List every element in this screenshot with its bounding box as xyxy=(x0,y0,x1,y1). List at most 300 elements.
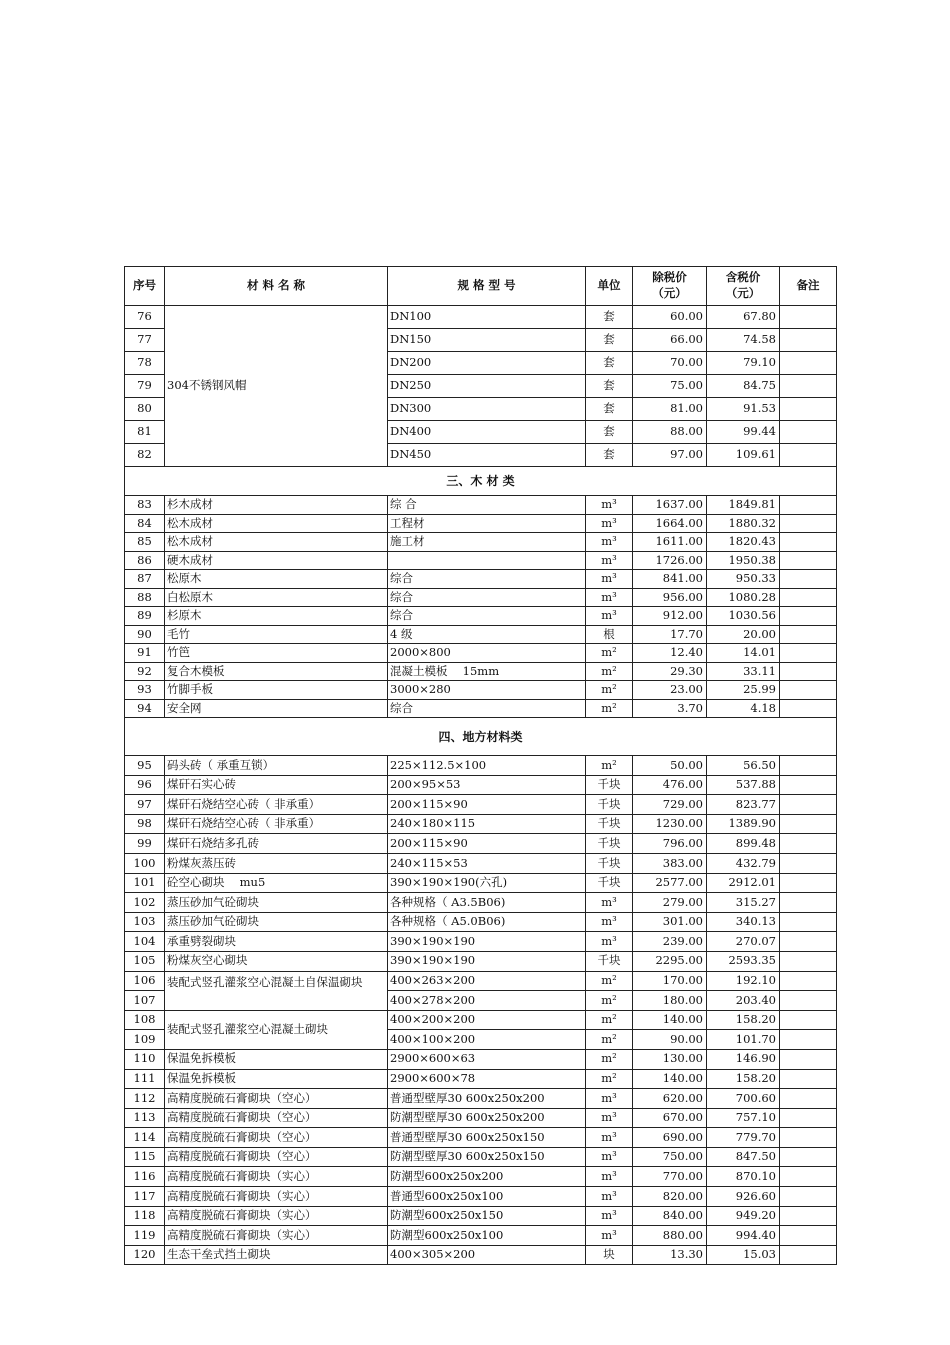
cell-price-ex-tax: 1664.00 xyxy=(633,514,707,533)
table-row xyxy=(125,775,837,795)
cell-name: 杉原木 xyxy=(165,607,388,626)
cell-price-inc-tax: 14.01 xyxy=(707,644,780,663)
cell-price-ex-tax: 81.00 xyxy=(633,398,707,421)
cell-price-inc-tax: 20.00 xyxy=(707,625,780,644)
cell-seq: 103 xyxy=(125,912,165,932)
table-row xyxy=(125,681,837,700)
cell-price-ex-tax: 140.00 xyxy=(633,1010,707,1030)
cell-remark xyxy=(780,991,837,1011)
cell-spec: 390×190×190 xyxy=(388,932,586,952)
cell-unit: m³ xyxy=(586,1089,633,1109)
cell-name: 高精度脱硫石膏砌块（实心） xyxy=(165,1187,388,1207)
table-row xyxy=(125,1108,837,1128)
cell-remark xyxy=(780,893,837,913)
cell-remark xyxy=(780,662,837,681)
cell-unit: m³ xyxy=(586,1187,633,1207)
header-unit: 单位 xyxy=(586,267,633,306)
header-seq: 序号 xyxy=(125,267,165,306)
cell-price-ex-tax: 301.00 xyxy=(633,912,707,932)
cell-remark xyxy=(780,1108,837,1128)
section-title-local: 四、地方材料类 xyxy=(125,718,837,756)
cell-unit: 套 xyxy=(586,352,633,375)
cell-name: 保温免拆模板 xyxy=(165,1069,388,1089)
cell-seq: 118 xyxy=(125,1206,165,1226)
cell-seq: 86 xyxy=(125,551,165,570)
table-row xyxy=(125,756,837,776)
cell-name: 粉煤灰蒸压砖 xyxy=(165,853,388,873)
cell-spec: DN250 xyxy=(388,375,586,398)
cell-seq: 100 xyxy=(125,853,165,873)
cell-price-inc-tax: 994.40 xyxy=(707,1226,780,1246)
cell-unit: 千块 xyxy=(586,951,633,971)
cell-remark xyxy=(780,1206,837,1226)
cell-price-inc-tax: 1080.28 xyxy=(707,588,780,607)
cell-remark xyxy=(780,1187,837,1207)
table-row xyxy=(125,306,837,329)
cell-spec: 400×263×200 xyxy=(388,971,586,991)
cell-unit: m³ xyxy=(586,1147,633,1167)
local-merged-groups xyxy=(125,971,837,1049)
cell-price-ex-tax: 50.00 xyxy=(633,756,707,776)
table-row xyxy=(125,533,837,552)
cell-seq: 95 xyxy=(125,756,165,776)
table-row xyxy=(125,1187,837,1207)
table-row xyxy=(125,1049,837,1069)
cell-name-merged: 装配式竖孔灌浆空心混凝土砌块 xyxy=(165,1010,388,1049)
header-price-inc-tax-line2: （元） xyxy=(725,286,761,300)
cell-price-inc-tax: 537.88 xyxy=(707,775,780,795)
cell-seq: 83 xyxy=(125,496,165,515)
cell-price-ex-tax: 170.00 xyxy=(633,971,707,991)
table-row xyxy=(125,1128,837,1148)
cell-price-inc-tax: 158.20 xyxy=(707,1069,780,1089)
cell-name-merged: 304不锈钢风帽 xyxy=(165,306,388,467)
cell-unit: 套 xyxy=(586,329,633,352)
cell-price-ex-tax: 23.00 xyxy=(633,681,707,700)
cell-price-inc-tax: 4.18 xyxy=(707,699,780,718)
cell-price-ex-tax: 66.00 xyxy=(633,329,707,352)
cell-price-inc-tax: 1030.56 xyxy=(707,607,780,626)
cell-price-inc-tax: 74.58 xyxy=(707,329,780,352)
cell-unit: 千块 xyxy=(586,834,633,854)
cell-price-ex-tax: 140.00 xyxy=(633,1069,707,1089)
table-row xyxy=(125,853,837,873)
cell-unit: m³ xyxy=(586,912,633,932)
cell-spec: 综 合 xyxy=(388,496,586,515)
cell-unit: 千块 xyxy=(586,873,633,893)
cell-remark xyxy=(780,834,837,854)
cell-price-inc-tax: 192.10 xyxy=(707,971,780,991)
table-row xyxy=(125,873,837,893)
cell-seq: 96 xyxy=(125,775,165,795)
cell-price-ex-tax: 12.40 xyxy=(633,644,707,663)
cell-unit: m² xyxy=(586,1049,633,1069)
cell-name: 杉木成材 xyxy=(165,496,388,515)
cell-seq: 110 xyxy=(125,1049,165,1069)
cell-spec: 400×100×200 xyxy=(388,1030,586,1050)
cell-price-ex-tax: 820.00 xyxy=(633,1187,707,1207)
cell-unit: m³ xyxy=(586,588,633,607)
cell-price-inc-tax: 15.03 xyxy=(707,1245,780,1265)
cell-remark xyxy=(780,951,837,971)
table-row xyxy=(125,795,837,815)
cell-price-ex-tax: 690.00 xyxy=(633,1128,707,1148)
cell-remark xyxy=(780,496,837,515)
cell-unit: m² xyxy=(586,1030,633,1050)
cell-price-ex-tax: 796.00 xyxy=(633,834,707,854)
cell-seq: 80 xyxy=(125,398,165,421)
cell-unit: 根 xyxy=(586,625,633,644)
cell-name: 蒸压砂加气砼砌块 xyxy=(165,893,388,913)
cell-price-inc-tax: 926.60 xyxy=(707,1187,780,1207)
cell-unit: 千块 xyxy=(586,853,633,873)
cell-seq: 98 xyxy=(125,814,165,834)
table-row xyxy=(125,893,837,913)
cell-remark xyxy=(780,1089,837,1109)
cell-unit: m³ xyxy=(586,1108,633,1128)
cell-seq: 116 xyxy=(125,1167,165,1187)
cell-remark xyxy=(780,421,837,444)
cell-unit: m³ xyxy=(586,1128,633,1148)
cell-price-inc-tax: 158.20 xyxy=(707,1010,780,1030)
cell-price-ex-tax: 130.00 xyxy=(633,1049,707,1069)
cell-remark xyxy=(780,1010,837,1030)
cell-price-inc-tax: 56.50 xyxy=(707,756,780,776)
cell-unit: 套 xyxy=(586,306,633,329)
cell-seq: 78 xyxy=(125,352,165,375)
cell-seq: 114 xyxy=(125,1128,165,1148)
cell-price-inc-tax: 79.10 xyxy=(707,352,780,375)
table-row xyxy=(125,1069,837,1089)
cell-price-inc-tax: 270.07 xyxy=(707,932,780,952)
cell-price-ex-tax: 912.00 xyxy=(633,607,707,626)
cell-unit: m² xyxy=(586,699,633,718)
table-row xyxy=(125,814,837,834)
cell-spec: DN200 xyxy=(388,352,586,375)
cell-seq: 81 xyxy=(125,421,165,444)
header-spec: 规 格 型 号 xyxy=(388,267,586,306)
header-price-ex-tax-line2: （元） xyxy=(652,286,687,300)
cell-price-inc-tax: 99.44 xyxy=(707,421,780,444)
cell-seq: 76 xyxy=(125,306,165,329)
cell-seq: 82 xyxy=(125,444,165,467)
table-row xyxy=(125,932,837,952)
cell-unit: m³ xyxy=(586,514,633,533)
cell-name: 保温免拆模板 xyxy=(165,1049,388,1069)
cell-price-ex-tax: 17.70 xyxy=(633,625,707,644)
cell-spec: 混凝土模板 15mm xyxy=(388,662,586,681)
cell-spec: 400×278×200 xyxy=(388,991,586,1011)
cell-name: 高精度脱硫石膏砌块（空心） xyxy=(165,1128,388,1148)
cell-seq: 111 xyxy=(125,1069,165,1089)
cell-seq: 105 xyxy=(125,951,165,971)
cell-seq: 106 xyxy=(125,971,165,991)
cell-name: 煤矸石烧结多孔砖 xyxy=(165,834,388,854)
local-section-header xyxy=(125,718,837,756)
cell-spec: 390×190×190(六孔) xyxy=(388,873,586,893)
table-row xyxy=(125,607,837,626)
cell-price-ex-tax: 3.70 xyxy=(633,699,707,718)
table-row xyxy=(125,951,837,971)
cell-price-ex-tax: 239.00 xyxy=(633,932,707,952)
cell-price-inc-tax: 203.40 xyxy=(707,991,780,1011)
table-header xyxy=(125,267,837,306)
cell-price-ex-tax: 29.30 xyxy=(633,662,707,681)
cell-remark xyxy=(780,814,837,834)
cell-unit: m³ xyxy=(586,1206,633,1226)
cell-unit: 套 xyxy=(586,444,633,467)
cell-price-inc-tax: 1820.43 xyxy=(707,533,780,552)
cell-spec: 普通型600x250x100 xyxy=(388,1187,586,1207)
cell-price-ex-tax: 60.00 xyxy=(633,306,707,329)
cell-price-inc-tax: 1950.38 xyxy=(707,551,780,570)
cell-unit: m³ xyxy=(586,1226,633,1246)
cell-spec: 各种规格（ A3.5B06) xyxy=(388,893,586,913)
cell-spec: 200×95×53 xyxy=(388,775,586,795)
cell-seq: 120 xyxy=(125,1245,165,1265)
cell-price-inc-tax: 67.80 xyxy=(707,306,780,329)
table-row xyxy=(125,588,837,607)
cell-spec: DN400 xyxy=(388,421,586,444)
wood-rows xyxy=(125,496,837,718)
cell-remark xyxy=(780,1147,837,1167)
cell-remark xyxy=(780,607,837,626)
cell-seq: 119 xyxy=(125,1226,165,1246)
cell-seq: 89 xyxy=(125,607,165,626)
cell-spec: 施工材 xyxy=(388,533,586,552)
cell-price-ex-tax: 75.00 xyxy=(633,375,707,398)
cell-name: 砼空心砌块 mu5 xyxy=(165,873,388,893)
cell-unit: m² xyxy=(586,1069,633,1089)
cell-name: 蒸压砂加气砼砌块 xyxy=(165,912,388,932)
cell-remark xyxy=(780,444,837,467)
cell-remark xyxy=(780,352,837,375)
table-row xyxy=(125,1147,837,1167)
cell-unit: m² xyxy=(586,681,633,700)
cell-price-ex-tax: 279.00 xyxy=(633,893,707,913)
cell-name: 松原木 xyxy=(165,570,388,589)
cell-price-inc-tax: 315.27 xyxy=(707,893,780,913)
cell-unit: m³ xyxy=(586,496,633,515)
cell-price-ex-tax: 1726.00 xyxy=(633,551,707,570)
cell-name: 高精度脱硫石膏砌块（实心） xyxy=(165,1206,388,1226)
cell-spec: DN300 xyxy=(388,398,586,421)
table-row xyxy=(125,625,837,644)
cell-price-inc-tax: 757.10 xyxy=(707,1108,780,1128)
cell-price-inc-tax: 25.99 xyxy=(707,681,780,700)
cell-remark xyxy=(780,756,837,776)
cell-price-ex-tax: 1230.00 xyxy=(633,814,707,834)
cell-name: 粉煤灰空心砌块 xyxy=(165,951,388,971)
cell-spec: 240×115×53 xyxy=(388,853,586,873)
cell-spec: 200×115×90 xyxy=(388,834,586,854)
header-name: 材 料 名 称 xyxy=(165,267,388,306)
cell-price-ex-tax: 13.30 xyxy=(633,1245,707,1265)
cell-seq: 104 xyxy=(125,932,165,952)
table-row xyxy=(125,514,837,533)
cell-remark xyxy=(780,1226,837,1246)
cell-spec: 防潮型壁厚30 600x250x150 xyxy=(388,1147,586,1167)
cell-seq: 109 xyxy=(125,1030,165,1050)
table-row xyxy=(125,912,837,932)
cell-unit: 块 xyxy=(586,1245,633,1265)
cell-price-ex-tax: 840.00 xyxy=(633,1206,707,1226)
cell-spec: 防潮型壁厚30 600x250x200 xyxy=(388,1108,586,1128)
cell-seq: 99 xyxy=(125,834,165,854)
cell-price-inc-tax: 109.61 xyxy=(707,444,780,467)
cell-spec: 综合 xyxy=(388,570,586,589)
cell-name: 安全网 xyxy=(165,699,388,718)
cell-price-inc-tax: 950.33 xyxy=(707,570,780,589)
cell-spec: 4 级 xyxy=(388,625,586,644)
cell-spec: 综合 xyxy=(388,607,586,626)
cell-remark xyxy=(780,873,837,893)
cell-price-inc-tax: 91.53 xyxy=(707,398,780,421)
cell-name: 生态干垒式挡土砌块 xyxy=(165,1245,388,1265)
header-price-inc-tax xyxy=(707,267,780,306)
cell-price-ex-tax: 1637.00 xyxy=(633,496,707,515)
cell-spec: 防潮型600x250x200 xyxy=(388,1167,586,1187)
cell-seq: 107 xyxy=(125,991,165,1011)
cell-price-ex-tax: 880.00 xyxy=(633,1226,707,1246)
cell-unit: m² xyxy=(586,662,633,681)
cell-price-inc-tax: 700.60 xyxy=(707,1089,780,1109)
cell-seq: 84 xyxy=(125,514,165,533)
cell-name: 煤矸石烧结空心砖（ 非承重） xyxy=(165,814,388,834)
cell-spec: 2900×600×63 xyxy=(388,1049,586,1069)
cell-name: 煤矸石烧结空心砖（ 非承重） xyxy=(165,795,388,815)
cell-price-inc-tax: 1880.32 xyxy=(707,514,780,533)
cell-price-inc-tax: 1389.90 xyxy=(707,814,780,834)
cell-seq: 79 xyxy=(125,375,165,398)
table-row xyxy=(125,644,837,663)
cell-unit: m³ xyxy=(586,607,633,626)
cell-seq: 91 xyxy=(125,644,165,663)
cell-remark xyxy=(780,853,837,873)
cell-spec: 2000×800 xyxy=(388,644,586,663)
cell-price-inc-tax: 101.70 xyxy=(707,1030,780,1050)
cell-remark xyxy=(780,1245,837,1265)
cell-price-ex-tax: 180.00 xyxy=(633,991,707,1011)
cell-unit: m³ xyxy=(586,1167,633,1187)
cell-seq: 112 xyxy=(125,1089,165,1109)
cell-remark xyxy=(780,1128,837,1148)
local-rows-b xyxy=(125,1049,837,1265)
cell-name: 码头砖（ 承重互锁） xyxy=(165,756,388,776)
cell-remark xyxy=(780,775,837,795)
cell-price-ex-tax: 2577.00 xyxy=(633,873,707,893)
cell-seq: 117 xyxy=(125,1187,165,1207)
cell-seq: 113 xyxy=(125,1108,165,1128)
cell-name: 复合木模板 xyxy=(165,662,388,681)
cell-price-ex-tax: 70.00 xyxy=(633,352,707,375)
cell-unit: m² xyxy=(586,991,633,1011)
cell-name: 松木成材 xyxy=(165,514,388,533)
cell-name: 高精度脱硫石膏砌块（实心） xyxy=(165,1167,388,1187)
cell-name: 竹脚手板 xyxy=(165,681,388,700)
cell-remark xyxy=(780,1049,837,1069)
cell-seq: 102 xyxy=(125,893,165,913)
cell-price-inc-tax: 949.20 xyxy=(707,1206,780,1226)
cell-spec: DN100 xyxy=(388,306,586,329)
cell-name: 承重劈裂砌块 xyxy=(165,932,388,952)
cell-name: 煤矸石实心砖 xyxy=(165,775,388,795)
cell-unit: m² xyxy=(586,756,633,776)
cell-price-inc-tax: 340.13 xyxy=(707,912,780,932)
cell-seq: 87 xyxy=(125,570,165,589)
cell-spec: 普通型壁厚30 600x250x150 xyxy=(388,1128,586,1148)
cell-remark xyxy=(780,570,837,589)
cell-price-inc-tax: 2593.35 xyxy=(707,951,780,971)
cell-remark xyxy=(780,932,837,952)
cell-unit: m² xyxy=(586,644,633,663)
cell-unit: m³ xyxy=(586,570,633,589)
header-remark: 备注 xyxy=(780,267,837,306)
table-row xyxy=(125,662,837,681)
cell-remark xyxy=(780,514,837,533)
table-row xyxy=(125,1010,837,1030)
cell-price-ex-tax: 729.00 xyxy=(633,795,707,815)
cell-remark xyxy=(780,306,837,329)
cell-price-ex-tax: 770.00 xyxy=(633,1167,707,1187)
cell-price-inc-tax: 847.50 xyxy=(707,1147,780,1167)
cell-price-ex-tax: 841.00 xyxy=(633,570,707,589)
cell-seq: 88 xyxy=(125,588,165,607)
cell-spec: 防潮型600x250x150 xyxy=(388,1206,586,1226)
cell-unit: m² xyxy=(586,971,633,991)
table-row xyxy=(125,1167,837,1187)
cell-spec xyxy=(388,551,586,570)
cell-spec: 400×200×200 xyxy=(388,1010,586,1030)
cell-unit: 套 xyxy=(586,398,633,421)
cell-seq: 94 xyxy=(125,699,165,718)
cell-seq: 93 xyxy=(125,681,165,700)
cell-remark xyxy=(780,533,837,552)
cell-name: 竹笆 xyxy=(165,644,388,663)
local-rows-a xyxy=(125,756,837,972)
cell-spec: 225×112.5×100 xyxy=(388,756,586,776)
cell-spec: 综合 xyxy=(388,588,586,607)
cell-unit: m³ xyxy=(586,893,633,913)
table-row xyxy=(125,570,837,589)
cell-spec: DN150 xyxy=(388,329,586,352)
cell-spec: 各种规格（ A5.0B06) xyxy=(388,912,586,932)
table-row xyxy=(125,1245,837,1265)
header-price-inc-tax-line1: 含税价 xyxy=(725,270,761,285)
cell-name: 白松原木 xyxy=(165,588,388,607)
cell-remark xyxy=(780,398,837,421)
material-price-table xyxy=(124,266,837,1265)
cell-price-ex-tax: 956.00 xyxy=(633,588,707,607)
cell-seq: 77 xyxy=(125,329,165,352)
cell-name: 高精度脱硫石膏砌块（空心） xyxy=(165,1108,388,1128)
table-row xyxy=(125,551,837,570)
cell-seq: 101 xyxy=(125,873,165,893)
cell-remark xyxy=(780,375,837,398)
cell-unit: 套 xyxy=(586,421,633,444)
cell-seq: 85 xyxy=(125,533,165,552)
cell-price-ex-tax: 97.00 xyxy=(633,444,707,467)
cell-spec: 3000×280 xyxy=(388,681,586,700)
cell-spec: 2900×600×78 xyxy=(388,1069,586,1089)
cell-price-inc-tax: 84.75 xyxy=(707,375,780,398)
cell-price-inc-tax: 33.11 xyxy=(707,662,780,681)
table-row xyxy=(125,971,837,991)
table-row xyxy=(125,699,837,718)
table-row xyxy=(125,1206,837,1226)
cell-seq: 92 xyxy=(125,662,165,681)
cell-spec: 工程材 xyxy=(388,514,586,533)
